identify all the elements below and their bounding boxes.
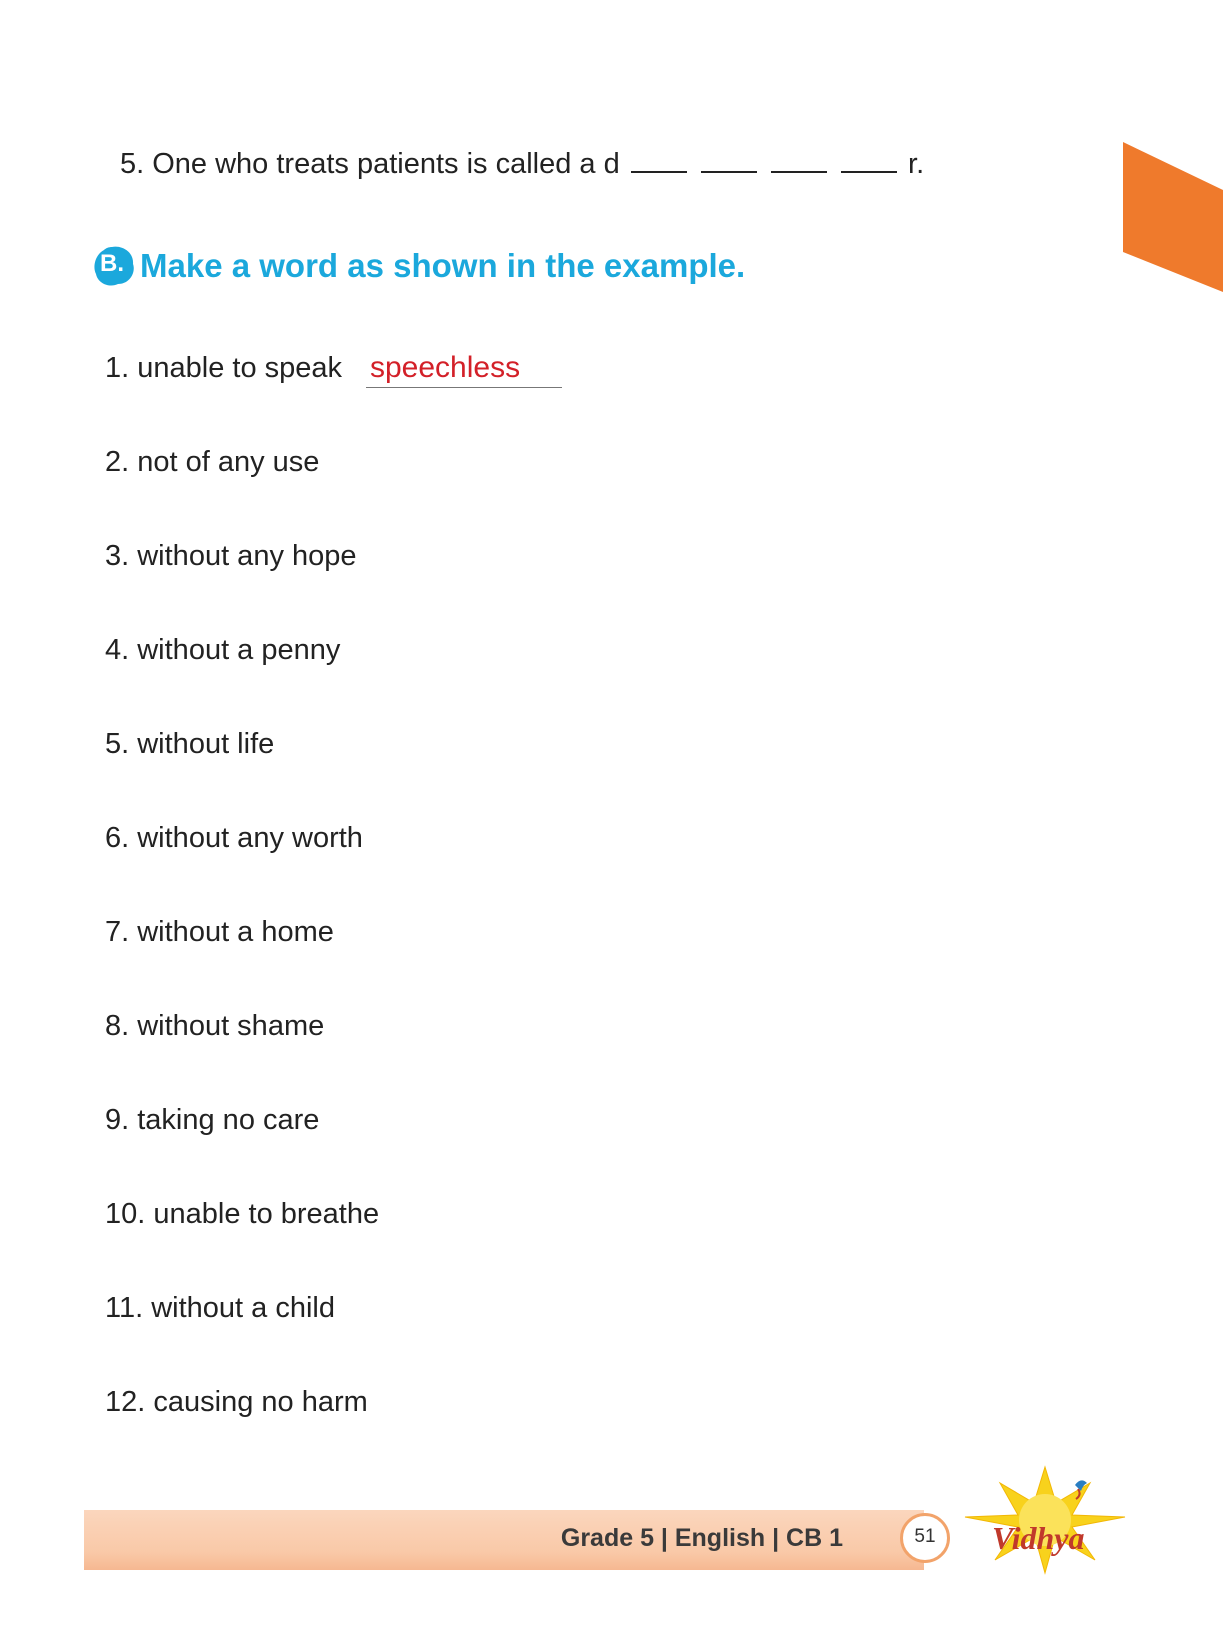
page-number: 51	[914, 1526, 936, 1547]
item-label: 6. without any worth	[105, 822, 363, 854]
exercise-item-1	[105, 352, 342, 385]
exercise-item-5	[105, 728, 274, 761]
exercise-item-8	[105, 1010, 324, 1043]
question-5-text: 5. One who treats patients is called a d	[120, 148, 620, 180]
exercise-item-6	[105, 822, 363, 855]
footer-text: Grade 5 | English | CB 1	[560, 1524, 843, 1552]
item-label: 11. without a child	[105, 1292, 335, 1324]
section-title: Make a word as shown in the example.	[140, 247, 746, 284]
logo-text: Vidhya	[992, 1520, 1085, 1556]
example-answer: speechless	[370, 351, 521, 384]
item-label: 12. causing no harm	[105, 1386, 368, 1418]
exercise-item-4	[105, 634, 340, 667]
question-5	[120, 148, 924, 181]
exercise-item-12	[105, 1386, 368, 1419]
section-badge-label: B.	[100, 250, 124, 277]
item-label: 9. taking no care	[105, 1104, 320, 1136]
item-label: 10. unable to breathe	[105, 1198, 380, 1230]
exercise-item-2	[105, 446, 319, 479]
exercise-item-3	[105, 540, 357, 573]
item-label: 1. unable to speak	[105, 352, 343, 384]
letter-blank[interactable]	[631, 149, 687, 173]
item-label: 4. without a penny	[105, 634, 341, 666]
orange-corner-tab	[1123, 0, 1223, 300]
exercise-item-10	[105, 1198, 379, 1231]
exercise-item-11	[105, 1292, 335, 1325]
item-label: 3. without any hope	[105, 540, 357, 572]
exercise-item-7	[105, 916, 334, 949]
section-heading	[92, 244, 745, 288]
letter-blank[interactable]	[841, 149, 897, 173]
section-badge	[92, 244, 136, 288]
exercise-item-9	[105, 1104, 319, 1137]
item-label: 7. without a home	[105, 916, 334, 948]
example-answer-line	[366, 387, 562, 388]
item-label: 8. without shame	[105, 1010, 325, 1042]
question-5-end: r.	[908, 148, 925, 180]
letter-blank[interactable]	[771, 149, 827, 173]
item-label: 2. not of any use	[105, 446, 320, 478]
item-label: 5. without life	[105, 728, 275, 760]
letter-blank[interactable]	[701, 149, 757, 173]
